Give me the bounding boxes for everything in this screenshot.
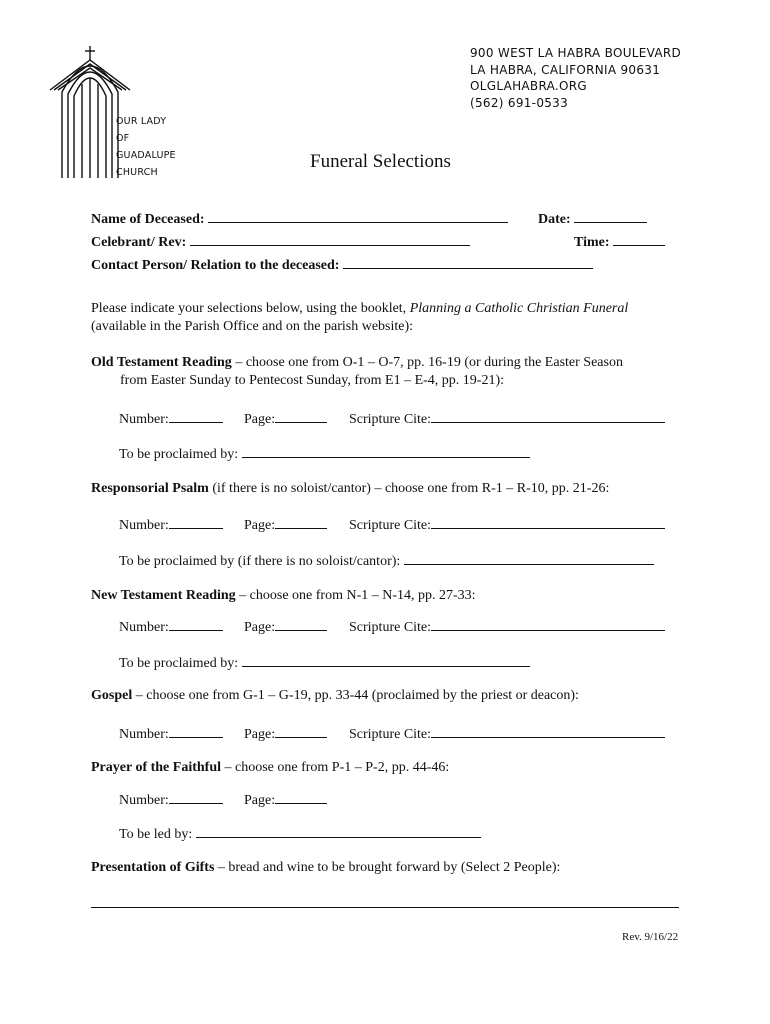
intro-line-1 [91, 301, 628, 317]
page-field[interactable] [275, 724, 327, 738]
scripture-label: Scripture Cite: [349, 412, 432, 427]
church-name [116, 113, 176, 181]
page-label: Page: [244, 518, 276, 533]
old-testament-instructions-2: from Easter Sunday to Pentecost Sunday, from E1 – E-4, pp. 19-21): [120, 373, 505, 388]
page-field[interactable] [275, 790, 327, 804]
psalm-number-row [119, 515, 223, 534]
number-label: Number: [119, 793, 169, 808]
revision-date: Rev. 9/16/22 [622, 931, 679, 943]
led-by-label: To be led by: [119, 827, 193, 842]
scripture-field[interactable] [431, 724, 665, 738]
old-testament-number-row [119, 409, 223, 428]
church-name-line: OF [116, 133, 130, 144]
time-label: Time: [574, 235, 610, 250]
contact-label: Contact Person/ Relation to the deceased: [91, 258, 340, 273]
old-testament-proclaimed-row [119, 444, 530, 463]
gospel-heading-row [91, 688, 579, 704]
number-field[interactable] [169, 409, 223, 423]
scripture-label: Scripture Cite: [349, 518, 432, 533]
scripture-field[interactable] [431, 409, 665, 423]
page-label: Page: [244, 793, 276, 808]
page-title: Funeral Selections [310, 151, 451, 172]
name-of-deceased-row [91, 209, 508, 228]
church-name-line: CHURCH [116, 167, 158, 178]
address-line: 900 WEST LA HABRA BOULEVARD [470, 46, 682, 60]
prayer-page-row [244, 790, 327, 809]
gospel-page-row [244, 724, 327, 743]
new-testament-instructions: – choose one from N-1 – N-14, pp. 27-33: [235, 588, 476, 603]
page-label: Page: [244, 727, 276, 742]
address-line: LA HABRA, CALIFORNIA 90631 [470, 62, 661, 77]
gifts-instructions: – bread and wine to be brought forward by (Select 2 People): [214, 860, 561, 875]
gifts-people-field[interactable] [91, 907, 679, 908]
page-field[interactable] [275, 617, 327, 631]
gifts-heading: Presentation of Gifts [91, 860, 215, 875]
number-label: Number: [119, 620, 169, 635]
church-address [470, 45, 681, 111]
celebrant-label: Celebrant/ Rev: [91, 235, 187, 250]
psalm-instructions: (if there is no soloist/cantor) – choose one from R-1 – R-10, pp. 21-26: [208, 481, 610, 496]
prayer-heading-row [91, 760, 449, 776]
page-label: Page: [244, 620, 276, 635]
gospel-instructions: – choose one from G-1 – G-19, pp. 33-44 (proclaimed by the priest or deacon): [132, 688, 579, 703]
intro-text: Please indicate your selections below, using the booklet, [91, 301, 407, 316]
prayer-number-row [119, 790, 223, 809]
intro-line-2: (available in the Parish Office and on the parish website): [91, 319, 414, 334]
number-label: Number: [119, 518, 169, 533]
church-name-line: GUADALUPE [116, 150, 176, 161]
proclaimed-field[interactable] [242, 653, 530, 667]
old-testament-heading-row [91, 355, 623, 371]
proclaimed-field[interactable] [404, 551, 654, 565]
scripture-field[interactable] [431, 515, 665, 529]
page-field[interactable] [275, 515, 327, 529]
scripture-field[interactable] [431, 617, 665, 631]
time-field[interactable] [613, 232, 665, 246]
contact-row [91, 255, 593, 274]
old-testament-heading: Old Testament Reading [91, 355, 232, 370]
gospel-scripture-row [349, 724, 665, 743]
led-by-field[interactable] [196, 824, 481, 838]
proclaimed-field[interactable] [242, 444, 530, 458]
gospel-heading: Gospel [91, 688, 133, 703]
date-row [538, 209, 647, 228]
celebrant-row [91, 232, 470, 251]
new-testament-scripture-row [349, 617, 665, 636]
old-testament-instructions: – choose one from O-1 – O-7, pp. 16-19 (or during the Easter Season [231, 355, 623, 370]
number-field[interactable] [169, 617, 223, 631]
gifts-heading-row [91, 860, 560, 876]
new-testament-page-row [244, 617, 327, 636]
prayer-led-row [119, 824, 481, 843]
page-field[interactable] [275, 409, 327, 423]
date-field[interactable] [574, 209, 647, 223]
prayer-instructions: – choose one from P-1 – P-2, pp. 44-46: [221, 760, 450, 775]
number-label: Number: [119, 412, 169, 427]
celebrant-field[interactable] [190, 232, 470, 246]
old-testament-page-row [244, 409, 327, 428]
church-name-line: OUR LADY [116, 116, 167, 127]
page-label: Page: [244, 412, 276, 427]
number-field[interactable] [169, 790, 223, 804]
date-label: Date: [538, 212, 571, 227]
psalm-heading-row [91, 481, 609, 497]
time-row [574, 232, 665, 251]
scripture-label: Scripture Cite: [349, 620, 432, 635]
booklet-title: Planning a Catholic Christian Funeral [409, 301, 629, 316]
proclaimed-label: To be proclaimed by: [119, 447, 239, 462]
psalm-scripture-row [349, 515, 665, 534]
name-of-deceased-field[interactable] [208, 209, 508, 223]
new-testament-proclaimed-row [119, 653, 530, 672]
contact-field[interactable] [343, 255, 593, 269]
number-label: Number: [119, 727, 169, 742]
psalm-page-row [244, 515, 327, 534]
proclaimed-label: To be proclaimed by: [119, 656, 239, 671]
address-line: (562) 691-0533 [470, 95, 569, 110]
number-field[interactable] [169, 515, 223, 529]
number-field[interactable] [169, 724, 223, 738]
new-testament-number-row [119, 617, 223, 636]
name-of-deceased-label: Name of Deceased: [91, 212, 205, 227]
old-testament-scripture-row [349, 409, 665, 428]
new-testament-heading-row [91, 588, 476, 604]
prayer-heading: Prayer of the Faithful [91, 760, 221, 775]
psalm-proclaimed-row [119, 551, 654, 570]
proclaimed-label: To be proclaimed by (if there is no soloist/cantor): [119, 554, 401, 569]
gospel-number-row [119, 724, 223, 743]
new-testament-heading: New Testament Reading [91, 588, 236, 603]
scripture-label: Scripture Cite: [349, 727, 432, 742]
psalm-heading: Responsorial Psalm [91, 481, 209, 496]
address-line: OLGLAHABRA.ORG [470, 79, 588, 93]
